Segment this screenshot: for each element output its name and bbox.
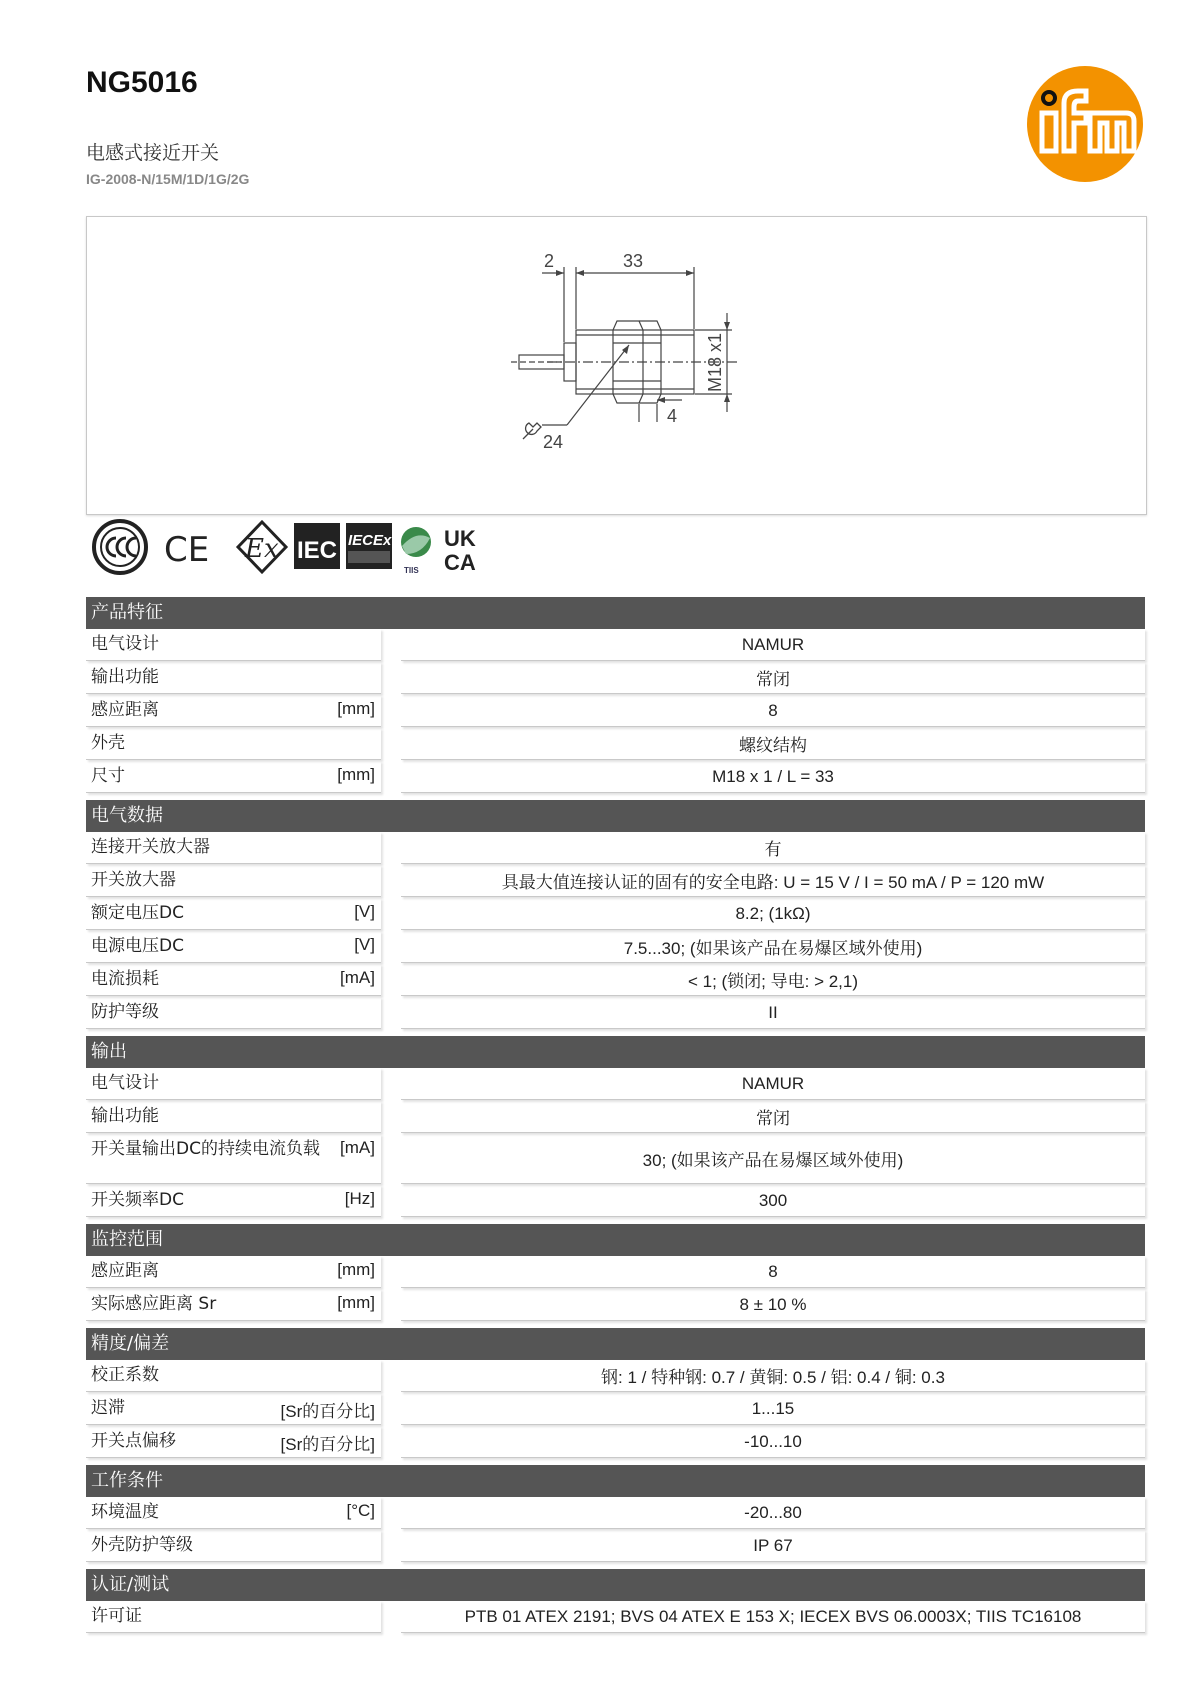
row-value: -20...80	[401, 1497, 1145, 1529]
ukca-icon	[444, 526, 476, 575]
sensor-dimension-svg	[87, 217, 1146, 514]
table-row	[86, 1393, 1145, 1426]
dimension-drawing	[86, 216, 1147, 515]
table-row	[86, 1134, 1145, 1185]
row-label-cell	[86, 1134, 381, 1184]
row-value: 30; (如果该产品在易爆区域外使用)	[401, 1134, 1145, 1184]
dim-24-label: 24	[543, 432, 564, 452]
row-unit: [V]	[354, 935, 375, 954]
iec-icon	[294, 523, 340, 569]
svg-text:TIIS: TIIS	[404, 566, 419, 575]
row-unit: [mm]	[337, 699, 375, 718]
row-label: 感应距离	[91, 1261, 159, 1281]
row-label: 输出功能	[91, 667, 159, 687]
section-header: 输出	[86, 1036, 1145, 1068]
row-value: 8 ± 10 %	[401, 1289, 1145, 1321]
svg-text:IEC: IEC	[297, 537, 338, 564]
product-title: NG5016	[86, 66, 198, 99]
row-unit: [°C]	[346, 1501, 375, 1520]
dim-4-label: 4	[667, 406, 678, 426]
section-header: 精度/偏差	[86, 1328, 1145, 1360]
section-header: 电气数据	[86, 800, 1145, 832]
dim-2-label: 2	[544, 251, 555, 271]
row-label-cell	[86, 1530, 381, 1562]
table-row	[86, 1426, 1145, 1459]
row-label-cell	[86, 1068, 381, 1100]
table-row	[86, 1289, 1145, 1322]
section-header: 认证/测试	[86, 1569, 1145, 1601]
table-row	[86, 695, 1145, 728]
row-label-cell	[86, 1185, 381, 1217]
row-value: IP 67	[401, 1530, 1145, 1562]
row-label-cell	[86, 629, 381, 661]
row-label-cell	[86, 898, 381, 930]
row-value: 7.5...30; (如果该产品在易爆区域外使用)	[401, 931, 1145, 963]
table-row	[86, 898, 1145, 931]
product-code: IG-2008-N/15M/1D/1G/2G	[86, 171, 250, 187]
dim-thread-label: M18 x1	[705, 332, 725, 392]
table-row	[86, 1360, 1145, 1393]
table-row	[86, 1185, 1145, 1218]
row-label: 电流损耗	[91, 969, 159, 989]
table-row	[86, 761, 1145, 794]
row-label-cell	[86, 1101, 381, 1133]
row-label-cell	[86, 1601, 381, 1633]
row-value: II	[401, 997, 1145, 1029]
row-value: 常闭	[401, 1101, 1145, 1133]
row-label: 电气设计	[91, 634, 159, 654]
row-label-cell	[86, 1426, 381, 1458]
row-label: 环境温度	[91, 1502, 159, 1522]
row-unit: [mA]	[340, 968, 375, 987]
table-row	[86, 1497, 1145, 1530]
row-label-cell	[86, 1256, 381, 1288]
row-value: 8	[401, 1256, 1145, 1288]
row-value: 具最大值连接认证的固有的安全电路: U = 15 V / I = 50 mA / P = 120 mW	[401, 865, 1145, 897]
row-label: 额定电压DC	[91, 903, 184, 923]
row-label: 开关量输出DC的持续电流负载	[91, 1139, 320, 1159]
row-label-cell	[86, 761, 381, 793]
row-label: 电源电压DC	[91, 936, 184, 956]
row-value: 300	[401, 1185, 1145, 1217]
table-row	[86, 662, 1145, 695]
table-row	[86, 964, 1145, 997]
table-row	[86, 1068, 1145, 1101]
row-label: 输出功能	[91, 1106, 159, 1126]
row-label-cell	[86, 662, 381, 694]
ccc-icon	[94, 521, 146, 573]
row-label: 开关放大器	[91, 870, 176, 890]
table-row	[86, 728, 1145, 761]
ex-mark-icon	[238, 522, 286, 572]
row-value: 8	[401, 695, 1145, 727]
section-header: 工作条件	[86, 1465, 1145, 1497]
row-label: 许可证	[91, 1606, 142, 1626]
svg-text:Ex: Ex	[245, 534, 279, 564]
row-value: 8.2; (1kΩ)	[401, 898, 1145, 930]
row-label-cell	[86, 964, 381, 996]
iecex-icon	[346, 523, 392, 569]
row-label-cell	[86, 1289, 381, 1321]
row-unit: [Hz]	[344, 1189, 375, 1208]
row-value: 螺纹结构	[401, 728, 1145, 760]
product-subtitle: 电感式接近开关	[86, 142, 220, 164]
svg-text:UK: UK	[444, 526, 476, 551]
row-label: 尺寸	[91, 766, 125, 786]
row-unit: [mA]	[340, 1138, 375, 1157]
table-row	[86, 1256, 1145, 1289]
table-row	[86, 997, 1145, 1030]
section-header: 监控范围	[86, 1224, 1145, 1256]
ce-mark-icon: CE	[164, 530, 210, 570]
specification-table	[86, 597, 1145, 1634]
row-label-cell	[86, 1393, 381, 1425]
row-value: 有	[401, 832, 1145, 864]
row-label: 感应距离	[91, 700, 159, 720]
row-label: 防护等级	[91, 1002, 159, 1022]
row-label: 外壳	[91, 733, 125, 753]
row-value: 1...15	[401, 1393, 1145, 1425]
row-label-cell	[86, 931, 381, 963]
row-value: -10...10	[401, 1426, 1145, 1458]
row-label: 开关点偏移	[91, 1431, 176, 1451]
ifm-logo-icon	[1026, 65, 1144, 183]
row-label-cell	[86, 997, 381, 1029]
row-value: < 1; (锁闭; 导电: > 2,1)	[401, 964, 1145, 996]
row-label: 实际感应距离 Sr	[91, 1294, 217, 1314]
row-unit: [mm]	[337, 765, 375, 784]
row-unit: [Sr的百分比]	[280, 1435, 375, 1454]
row-value: 常闭	[401, 662, 1145, 694]
row-label-cell	[86, 832, 381, 864]
row-label-cell	[86, 865, 381, 897]
row-label-cell	[86, 728, 381, 760]
row-value: PTB 01 ATEX 2191; BVS 04 ATEX E 153 X; IECEX BVS 06.0003X; TIIS TC16108	[401, 1601, 1145, 1633]
row-unit: [mm]	[337, 1293, 375, 1312]
row-value: NAMUR	[401, 1068, 1145, 1100]
row-label: 迟滞	[91, 1398, 125, 1418]
row-unit: [V]	[354, 902, 375, 921]
row-unit: [mm]	[337, 1260, 375, 1279]
table-row	[86, 1530, 1145, 1563]
table-row	[86, 832, 1145, 865]
dim-33-label: 33	[623, 251, 644, 271]
section-header: 产品特征	[86, 597, 1145, 629]
svg-text:IECEx: IECEx	[348, 532, 392, 549]
table-row	[86, 931, 1145, 964]
row-label: 校正系数	[91, 1365, 159, 1385]
table-row	[86, 865, 1145, 898]
row-label-cell	[86, 695, 381, 727]
row-label: 连接开关放大器	[91, 837, 210, 857]
row-value: M18 x 1 / L = 33	[401, 761, 1145, 793]
svg-text:CA: CA	[444, 550, 476, 575]
row-value: 钢: 1 / 特种钢: 0.7 / 黄铜: 0.5 / 铝: 0.4 / 铜: 0.3	[401, 1360, 1145, 1392]
row-value: NAMUR	[401, 629, 1145, 661]
certification-marks	[92, 518, 492, 576]
row-label-cell	[86, 1360, 381, 1392]
tiis-icon	[401, 527, 431, 575]
row-label: 外壳防护等级	[91, 1535, 193, 1555]
row-label: 开关频率DC	[91, 1190, 184, 1210]
table-row	[86, 1601, 1145, 1634]
table-row	[86, 1101, 1145, 1134]
row-unit: [Sr的百分比]	[280, 1402, 375, 1421]
row-label-cell	[86, 1497, 381, 1529]
wrench-icon	[523, 423, 541, 439]
table-row	[86, 629, 1145, 662]
row-label: 电气设计	[91, 1073, 159, 1093]
